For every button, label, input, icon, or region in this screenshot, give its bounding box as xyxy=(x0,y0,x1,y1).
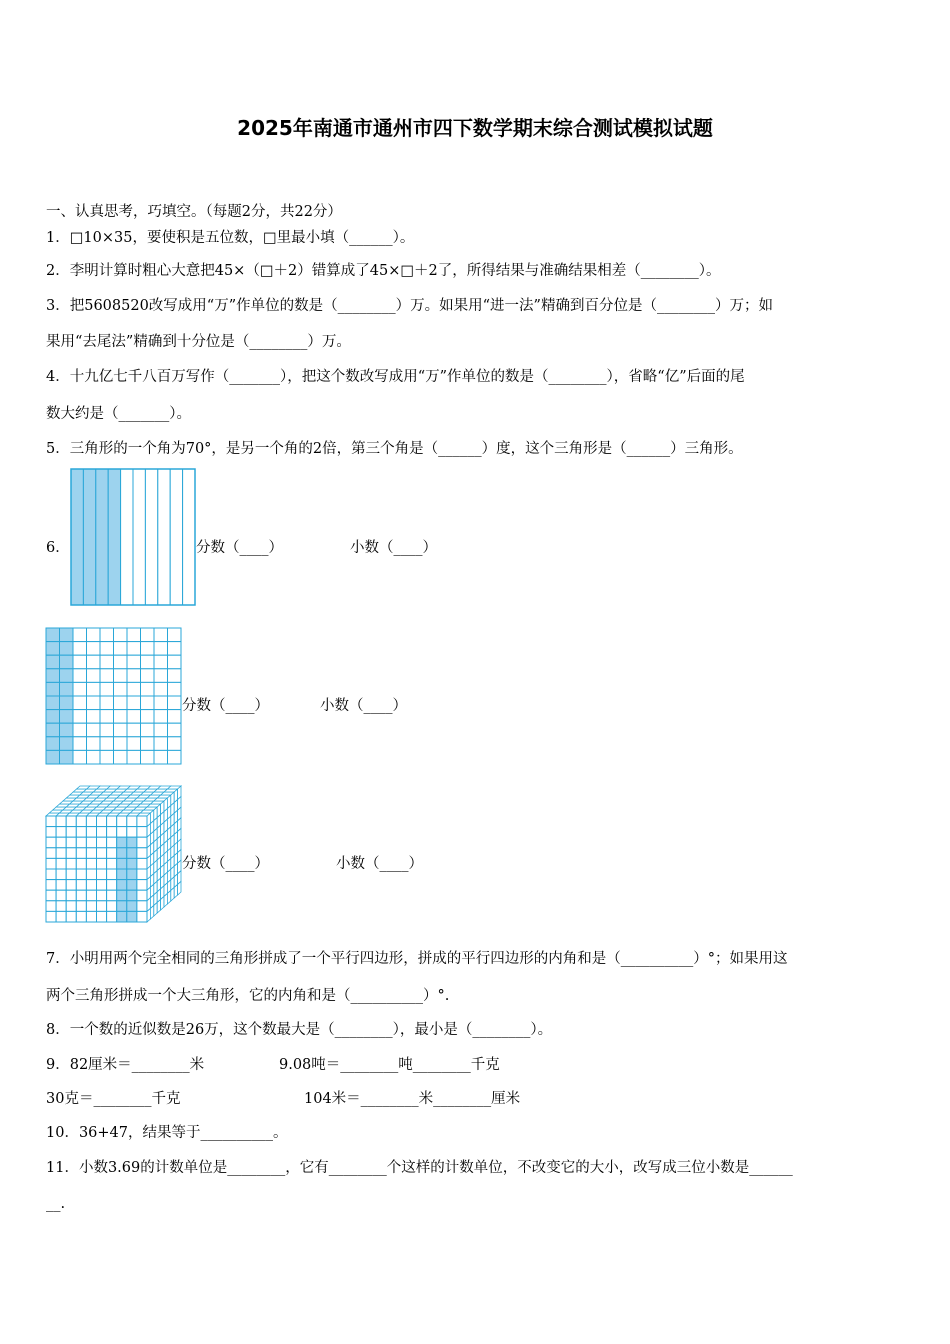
grid-cell xyxy=(114,669,128,683)
cube-front-cell xyxy=(86,858,96,869)
grid-cell xyxy=(87,723,101,737)
cube-front-cell xyxy=(46,816,56,827)
grid-cell xyxy=(60,628,74,642)
cube-front-cell xyxy=(117,858,127,869)
grid-cell xyxy=(46,642,60,656)
cube-front-cell xyxy=(56,869,66,880)
cube-front-cell xyxy=(117,837,127,848)
question-7-line-2: 两个三角形拼成一个大三角形，它的内角和是（__________）°. xyxy=(46,988,450,1004)
cube-front-cell xyxy=(66,837,76,848)
question-3-line-2: 果用“去尾法”精确到十分位是（________）万。 xyxy=(46,334,351,350)
fig1-fraction-label: 分数（____） xyxy=(196,540,283,556)
grid-cell xyxy=(87,628,101,642)
grid-cell xyxy=(154,723,168,737)
question-11-line-1: 11．小数3.69的计数单位是________，它有________个这样的计数单位，不改变它的大小，改写成三位小数是______ xyxy=(46,1160,793,1176)
grid-cell xyxy=(168,696,182,710)
strip-cell xyxy=(183,469,195,605)
grid-cell xyxy=(46,750,60,764)
cube-front-cell xyxy=(107,816,117,827)
cube-front-cell xyxy=(46,901,56,912)
cube-side-cell xyxy=(164,893,167,907)
cube-front-cell xyxy=(127,869,137,880)
grid-cell xyxy=(87,682,101,696)
grid-cell xyxy=(141,628,155,642)
cube-front-cell xyxy=(97,890,107,901)
cube-front-cell xyxy=(86,890,96,901)
grid-cell xyxy=(46,628,60,642)
cube-front-cell xyxy=(127,827,137,838)
grid-cell xyxy=(46,669,60,683)
grid-cell xyxy=(168,710,182,724)
cube-front-cell xyxy=(127,890,137,901)
cube-front-cell xyxy=(46,848,56,859)
grid-cell xyxy=(168,655,182,669)
grid-cell xyxy=(73,696,87,710)
cube-front-cell xyxy=(137,890,147,901)
cube-front-cell xyxy=(137,827,147,838)
cube-front-cell xyxy=(117,901,127,912)
grid-cell xyxy=(60,669,74,683)
grid-cell xyxy=(141,710,155,724)
cube-front-cell xyxy=(117,827,127,838)
cube-front-cell xyxy=(86,880,96,891)
grid-cell xyxy=(60,655,74,669)
question-9c: 30克＝________千克 xyxy=(46,1091,181,1107)
cube-side-cell xyxy=(171,887,174,901)
question-7-line-1: 7．小明用两个完全相同的三角形拼成了一个平行四边形，拼成的平行四边形的内角和是（__________）°；如果用这 xyxy=(46,951,788,967)
cube-front-cell xyxy=(137,858,147,869)
cube-front-cell xyxy=(56,890,66,901)
cube-front-cell xyxy=(97,858,107,869)
grid-cell xyxy=(154,750,168,764)
grid-cell xyxy=(87,669,101,683)
grid-cell xyxy=(127,710,141,724)
cube-front-cell xyxy=(56,848,66,859)
grid-cell xyxy=(114,723,128,737)
cube-front-cell xyxy=(127,880,137,891)
grid-cell xyxy=(168,669,182,683)
figure-strips xyxy=(70,468,196,606)
fig1-decimal-label: 小数（____） xyxy=(350,540,437,556)
cube-front-cell xyxy=(107,848,117,859)
cube-front-cell xyxy=(66,827,76,838)
grid-cell xyxy=(73,737,87,751)
cube-front-cell xyxy=(66,911,76,922)
grid-cell xyxy=(73,628,87,642)
question-4-line-1: 4．十九亿七千八百万写作（_______），把这个数改写成用“万”作单位的数是（________），省略“亿”后面的尾 xyxy=(46,369,745,385)
grid-cell xyxy=(114,628,128,642)
cube-front-cell xyxy=(46,869,56,880)
grid-cell xyxy=(73,750,87,764)
cube-side-cell xyxy=(161,896,164,910)
cube-front-cell xyxy=(97,880,107,891)
grid-cell xyxy=(154,642,168,656)
grid-cell xyxy=(60,710,74,724)
cube-front-cell xyxy=(66,880,76,891)
grid-cell xyxy=(114,696,128,710)
grid-cell xyxy=(87,737,101,751)
cube-front-cell xyxy=(76,816,86,827)
grid-cell xyxy=(127,750,141,764)
grid-cell xyxy=(46,696,60,710)
cube-side-cell xyxy=(167,890,170,904)
grid-cell xyxy=(73,710,87,724)
grid-cell xyxy=(127,682,141,696)
cube-front-cell xyxy=(56,837,66,848)
cube-front-cell xyxy=(137,837,147,848)
grid-cell xyxy=(60,682,74,696)
grid-cell xyxy=(60,737,74,751)
grid-cell xyxy=(100,642,114,656)
cube-side-cell xyxy=(147,908,150,922)
cube-front-cell xyxy=(86,911,96,922)
grid-cell xyxy=(141,669,155,683)
cube-front-cell xyxy=(76,869,86,880)
grid-cell xyxy=(100,750,114,764)
cube-front-cell xyxy=(97,848,107,859)
cube-front-cell xyxy=(86,837,96,848)
grid-cell xyxy=(46,737,60,751)
cube-front-cell xyxy=(117,890,127,901)
cube-front-cell xyxy=(76,827,86,838)
cube-front-cell xyxy=(97,869,107,880)
fig3-decimal-label: 小数（____） xyxy=(336,856,423,872)
grid-cell xyxy=(168,642,182,656)
grid-cell xyxy=(100,710,114,724)
cube-front-cell xyxy=(127,837,137,848)
grid-cell xyxy=(127,642,141,656)
cube-front-cell xyxy=(117,911,127,922)
grid-cell xyxy=(60,723,74,737)
cube-front-cell xyxy=(86,901,96,912)
cube-front-cell xyxy=(97,837,107,848)
grid-cell xyxy=(127,696,141,710)
grid-cell xyxy=(100,696,114,710)
strip-cell xyxy=(133,469,145,605)
grid-cell xyxy=(141,750,155,764)
grid-cell xyxy=(87,710,101,724)
cube-front-cell xyxy=(66,816,76,827)
question-11-line-2: __. xyxy=(46,1196,66,1212)
grid-cell xyxy=(141,682,155,696)
grid-cell xyxy=(114,682,128,696)
cube-front-cell xyxy=(56,827,66,838)
cube-front-cell xyxy=(127,901,137,912)
cube-front-cell xyxy=(117,848,127,859)
grid-cell xyxy=(46,723,60,737)
grid-cell xyxy=(73,669,87,683)
grid-cell xyxy=(46,682,60,696)
grid-cell xyxy=(87,655,101,669)
grid-cell xyxy=(154,737,168,751)
cube-front-cell xyxy=(76,890,86,901)
cube-front-cell xyxy=(76,880,86,891)
grid-cell xyxy=(127,655,141,669)
fig2-fraction-label: 分数（____） xyxy=(182,698,269,714)
grid-cell xyxy=(114,710,128,724)
grid-cell xyxy=(46,710,60,724)
grid-cell xyxy=(168,682,182,696)
question-9b: 9.08吨＝________吨________千克 xyxy=(279,1057,500,1073)
cube-front-cell xyxy=(56,901,66,912)
cube-front-cell xyxy=(86,848,96,859)
page-title: 2025年南通市通州市四下数学期末综合测试模拟试题 xyxy=(237,116,713,140)
grid-cell xyxy=(127,737,141,751)
grid-cell xyxy=(141,642,155,656)
fig2-decimal-label: 小数（____） xyxy=(320,698,407,714)
cube-front-cell xyxy=(56,911,66,922)
grid-cell xyxy=(168,750,182,764)
grid-cell xyxy=(154,682,168,696)
grid-cell xyxy=(46,655,60,669)
grid-cell xyxy=(60,750,74,764)
grid-cell xyxy=(154,628,168,642)
grid-cell xyxy=(154,696,168,710)
grid-cell xyxy=(114,737,128,751)
figure-thousand-cube xyxy=(45,785,183,925)
cube-front-cell xyxy=(117,880,127,891)
cube-front-cell xyxy=(107,890,117,901)
cube-front-cell xyxy=(107,880,117,891)
cube-front-cell xyxy=(97,911,107,922)
grid-cell xyxy=(60,696,74,710)
cube-front-cell xyxy=(56,816,66,827)
question-8: 8．一个数的近似数是26万，这个数最大是（________），最小是（________）。 xyxy=(46,1022,553,1038)
cube-front-cell xyxy=(46,827,56,838)
cube-front-cell xyxy=(137,901,147,912)
grid-cell xyxy=(73,642,87,656)
grid-cell xyxy=(60,642,74,656)
grid-cell xyxy=(127,628,141,642)
cube-front-cell xyxy=(107,911,117,922)
cube-front-cell xyxy=(76,837,86,848)
grid-cell xyxy=(154,669,168,683)
cube-side-cell xyxy=(178,881,181,895)
cube-front-cell xyxy=(137,816,147,827)
cube-side-cell xyxy=(174,884,177,898)
question-6-number: 6． xyxy=(46,540,70,556)
question-10: 10．36+47，结果等于__________。 xyxy=(46,1125,288,1141)
cube-front-cell xyxy=(76,848,86,859)
grid-cell xyxy=(141,723,155,737)
cube-front-cell xyxy=(137,869,147,880)
figure-hundred-grid xyxy=(45,627,182,765)
question-2: 2．李明计算时粗心大意把45×（□＋2）错算成了45×□＋2了，所得结果与准确结果相差（________）。 xyxy=(46,263,721,279)
strip-cell xyxy=(158,469,170,605)
grid-cell xyxy=(73,655,87,669)
question-9a: 9．82厘米＝________米 xyxy=(46,1057,205,1073)
question-4-line-2: 数大约是（_______）。 xyxy=(46,406,191,422)
question-9d: 104米＝________米________厘米 xyxy=(304,1091,521,1107)
cube-front-cell xyxy=(97,901,107,912)
cube-front-cell xyxy=(137,880,147,891)
cube-front-cell xyxy=(137,848,147,859)
grid-cell xyxy=(100,655,114,669)
strip-cell xyxy=(121,469,133,605)
cube-front-cell xyxy=(97,816,107,827)
cube-side-cell xyxy=(150,905,153,919)
cube-front-cell xyxy=(117,869,127,880)
strip-cell xyxy=(96,469,108,605)
grid-cell xyxy=(141,696,155,710)
cube-front-cell xyxy=(107,869,117,880)
cube-front-cell xyxy=(56,858,66,869)
cube-front-cell xyxy=(46,911,56,922)
strip-cell xyxy=(108,469,120,605)
cube-front-cell xyxy=(107,827,117,838)
cube-side-cell xyxy=(154,902,157,916)
cube-front-cell xyxy=(46,890,56,901)
fig3-fraction-label: 分数（____） xyxy=(182,856,269,872)
cube-front-cell xyxy=(117,816,127,827)
cube-front-cell xyxy=(76,858,86,869)
grid-cell xyxy=(141,655,155,669)
question-1: 1．□10×35，要使积是五位数，□里最小填（______）。 xyxy=(46,230,415,246)
grid-cell xyxy=(73,723,87,737)
cube-front-cell xyxy=(137,911,147,922)
cube-front-cell xyxy=(86,827,96,838)
cube-front-cell xyxy=(46,858,56,869)
grid-cell xyxy=(154,710,168,724)
cube-front-cell xyxy=(66,869,76,880)
grid-cell xyxy=(87,696,101,710)
cube-side-cell xyxy=(157,899,160,913)
cube-front-cell xyxy=(107,901,117,912)
grid-cell xyxy=(100,737,114,751)
cube-front-cell xyxy=(107,837,117,848)
cube-front-cell xyxy=(46,837,56,848)
cube-front-cell xyxy=(66,901,76,912)
strip-cell xyxy=(71,469,83,605)
cube-front-cell xyxy=(56,880,66,891)
cube-front-cell xyxy=(127,858,137,869)
grid-cell xyxy=(154,655,168,669)
grid-cell xyxy=(100,682,114,696)
grid-cell xyxy=(100,628,114,642)
cube-front-cell xyxy=(46,880,56,891)
grid-cell xyxy=(114,642,128,656)
strip-cell xyxy=(145,469,157,605)
cube-front-cell xyxy=(97,827,107,838)
cube-front-cell xyxy=(86,816,96,827)
grid-cell xyxy=(87,642,101,656)
question-3-line-1: 3．把5608520改写成用“万”作单位的数是（________）万。如果用“进一法”精确到百分位是（________）万；如 xyxy=(46,298,773,314)
grid-cell xyxy=(100,669,114,683)
grid-cell xyxy=(100,723,114,737)
grid-cell xyxy=(114,750,128,764)
section-heading: 一、认真思考，巧填空。（每题2分，共22分） xyxy=(46,204,342,220)
grid-cell xyxy=(168,628,182,642)
grid-cell xyxy=(127,669,141,683)
cube-front-cell xyxy=(66,848,76,859)
cube-front-cell xyxy=(86,869,96,880)
cube-front-cell xyxy=(107,858,117,869)
grid-cell xyxy=(168,737,182,751)
grid-cell xyxy=(73,682,87,696)
cube-front-cell xyxy=(76,911,86,922)
strip-cell xyxy=(83,469,95,605)
cube-front-cell xyxy=(127,848,137,859)
strip-cell xyxy=(170,469,182,605)
cube-front-cell xyxy=(66,890,76,901)
grid-cell xyxy=(168,723,182,737)
cube-front-cell xyxy=(76,901,86,912)
grid-cell xyxy=(87,750,101,764)
cube-front-cell xyxy=(127,816,137,827)
grid-cell xyxy=(127,723,141,737)
question-5: 5．三角形的一个角为70°，是另一个角的2倍，第三个角是（______）度，这个三角形是（______）三角形。 xyxy=(46,441,743,457)
cube-front-cell xyxy=(127,911,137,922)
grid-cell xyxy=(141,737,155,751)
grid-cell xyxy=(114,655,128,669)
cube-front-cell xyxy=(66,858,76,869)
